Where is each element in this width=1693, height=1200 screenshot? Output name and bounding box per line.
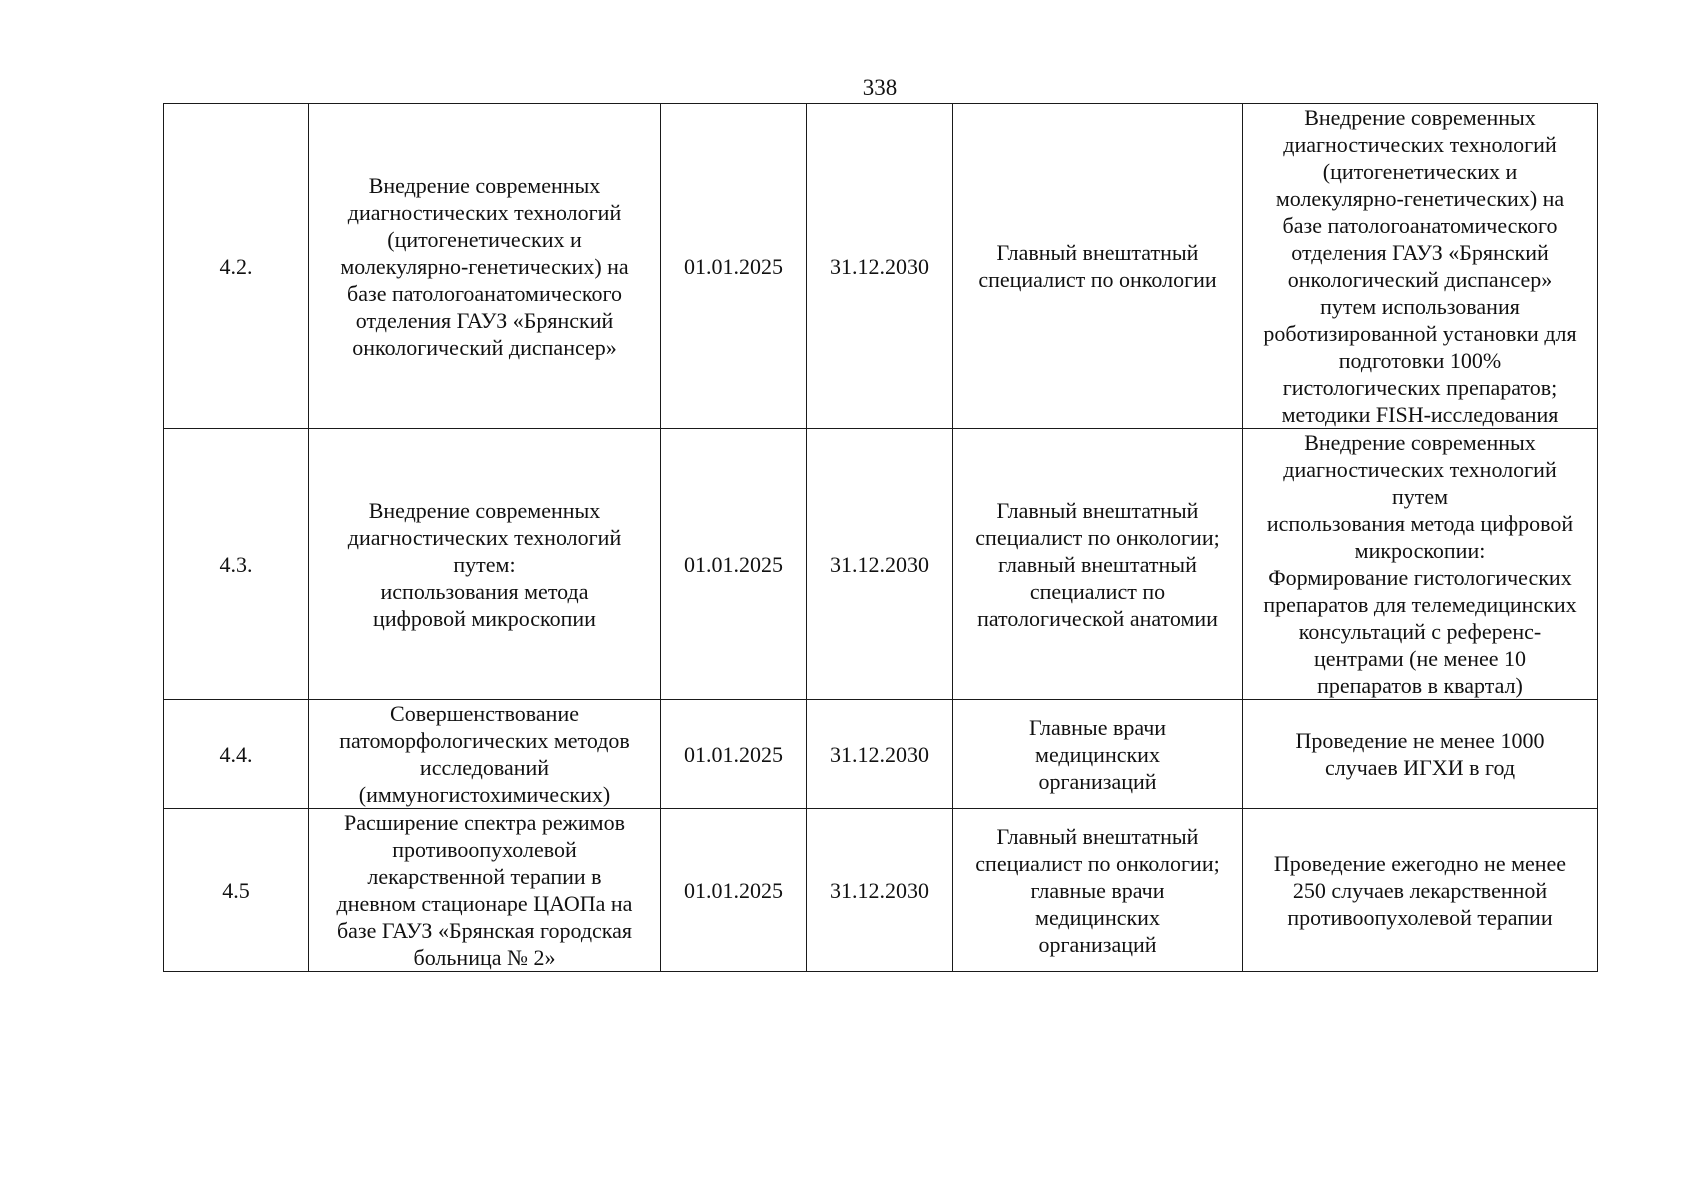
end-date-cell: 31.12.2030 (807, 700, 953, 809)
table-row (164, 809, 1598, 972)
item-number: 4.3. (164, 429, 309, 700)
responsible-cell: Главный внештатный специалист по онкологии; главные врачи медицинских организаций (953, 809, 1243, 972)
result-cell: Проведение не менее 1000 случаев ИГХИ в год (1243, 700, 1598, 809)
start-date-cell: 01.01.2025 (661, 700, 807, 809)
result-cell: Внедрение современных диагностических технологий (цитогенетических и молекулярно-генетических) на базе патологоанатомического отделения ГАУЗ «Брянский онкологический диспансер» путем использования роботизированной установки для подготовки 100% гистологических препаратов; методики FISH-исследования (1243, 104, 1598, 429)
start-date-cell: 01.01.2025 (661, 429, 807, 700)
activity-cell: Совершенствование патоморфологических методов исследований (иммуногистохимических) (309, 700, 661, 809)
item-number: 4.5 (164, 809, 309, 972)
table-row (164, 104, 1598, 429)
table-row (164, 700, 1598, 809)
activity-cell: Внедрение современных диагностических технологий путем: использования метода цифровой микроскопии (309, 429, 661, 700)
activity-cell: Внедрение современных диагностических технологий (цитогенетических и молекулярно-генетических) на базе патологоанатомического отделения ГАУЗ «Брянский онкологический диспансер» (309, 104, 661, 429)
end-date-cell: 31.12.2030 (807, 809, 953, 972)
result-cell: Проведение ежегодно не менее 250 случаев лекарственной противоопухолевой терапии (1243, 809, 1598, 972)
item-number: 4.4. (164, 700, 309, 809)
activity-cell: Расширение спектра режимов противоопухолевой лекарственной терапии в дневном стационаре ЦАОПа на базе ГАУЗ «Брянская городская больница № 2» (309, 809, 661, 972)
start-date-cell: 01.01.2025 (661, 809, 807, 972)
result-cell: Внедрение современных диагностических технологий путем использования метода цифровой микроскопии: Формирование гистологических препаратов для телемедицинских консультаций с референс- центрами (не менее 10 препаратов в квартал) (1243, 429, 1598, 700)
end-date-cell: 31.12.2030 (807, 429, 953, 700)
responsible-cell: Главный внештатный специалист по онкологии; главный внештатный специалист по патологической анатомии (953, 429, 1243, 700)
table-row (164, 429, 1598, 700)
page-number: 338 (862, 75, 898, 100)
end-date-cell: 31.12.2030 (807, 104, 953, 429)
item-number: 4.2. (164, 104, 309, 429)
start-date-cell: 01.01.2025 (661, 104, 807, 429)
responsible-cell: Главный внештатный специалист по онкологии (953, 104, 1243, 429)
plan-table (163, 103, 1598, 972)
responsible-cell: Главные врачи медицинских организаций (953, 700, 1243, 809)
